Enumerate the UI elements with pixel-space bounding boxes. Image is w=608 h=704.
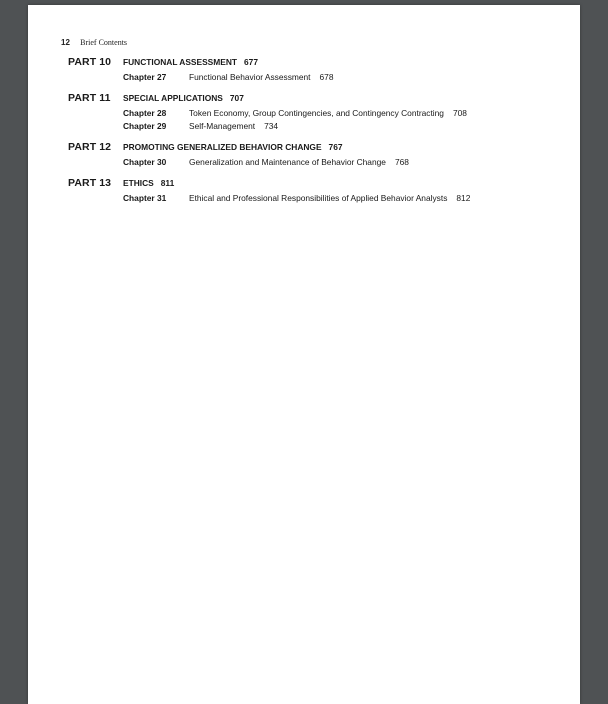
part-title: SPECIAL APPLICATIONS 707 — [123, 93, 244, 103]
running-head-title: Brief Contents — [80, 38, 128, 47]
chapter-title: Self-Management 734 — [189, 121, 279, 131]
chapter-page: 678 — [319, 72, 334, 82]
document-page — [28, 5, 580, 704]
chapter-title: Generalization and Maintenance of Behavior Change 768 — [189, 157, 409, 167]
chapter-label: Chapter 28 — [123, 108, 167, 118]
chapter-title: Functional Behavior Assessment 678 — [189, 72, 334, 82]
part-title: ETHICS 811 — [123, 178, 175, 188]
chapter-label: Chapter 29 — [123, 121, 167, 131]
chapter-page: 708 — [452, 108, 467, 118]
part-page: 677 — [244, 57, 258, 67]
part-label: PART 10 — [68, 56, 112, 68]
chapter-page: 768 — [394, 157, 409, 167]
chapter-page: 812 — [456, 193, 471, 203]
chapter-label: Chapter 30 — [123, 157, 167, 167]
running-head — [61, 38, 127, 47]
page-number: 12 — [61, 38, 70, 47]
part-label: PART 11 — [68, 92, 111, 104]
part-label: PART 12 — [68, 141, 112, 153]
chapter-label: Chapter 27 — [123, 72, 167, 82]
part-title: PROMOTING GENERALIZED BEHAVIOR CHANGE 767 — [123, 142, 343, 152]
part-page: 707 — [229, 93, 244, 103]
part-page: 811 — [160, 178, 175, 188]
chapter-title: Token Economy, Group Contingencies, and Contingency Contracting 708 — [189, 108, 467, 118]
part-label: PART 13 — [68, 177, 112, 189]
chapter-title: Ethical and Professional Responsibilities of Applied Behavior Analysts 812 — [189, 193, 471, 203]
chapter-page: 734 — [264, 121, 279, 131]
part-title: FUNCTIONAL ASSESSMENT 677 — [123, 57, 258, 67]
part-page: 767 — [328, 142, 343, 152]
chapter-label: Chapter 31 — [123, 193, 167, 203]
